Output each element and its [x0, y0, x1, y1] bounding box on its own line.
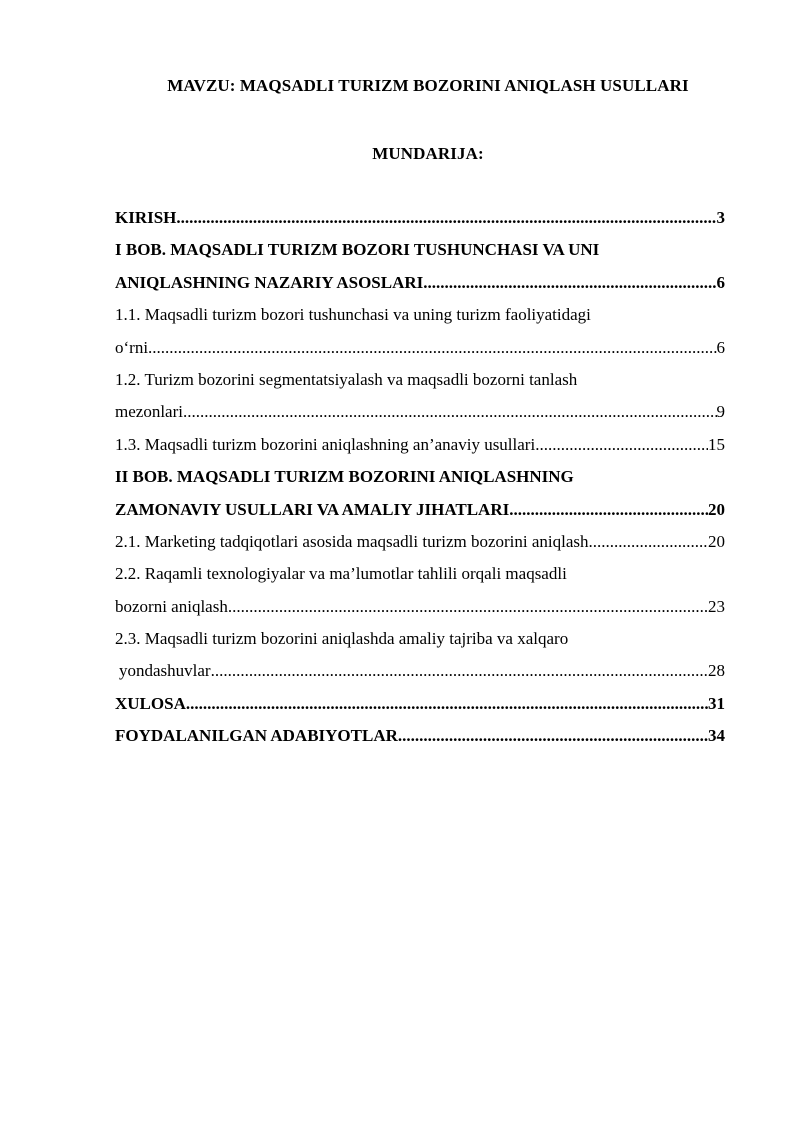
toc-page-number: 3	[716, 208, 725, 227]
toc-entry-text: bozorni aniqlash	[115, 596, 228, 616]
toc-entry-text: 1.2. Turizm bozorini segmentatsiyalash va maqsadli bozorni tanlash	[115, 369, 578, 389]
toc-entry	[115, 626, 725, 658]
toc-entry	[115, 658, 725, 690]
toc-entry-text: ANIQLASHNING NAZARIY ASOSLARI	[115, 272, 424, 292]
toc-entry	[115, 691, 725, 723]
toc-entry-text: I BOB. MAQSADLI TURIZM BOZORI TUSHUNCHASI VA UNI	[115, 240, 600, 260]
toc-entry-text: 1.3. Maqsadli turizm bozorini aniqlashning an’anaviy usullari	[115, 434, 536, 454]
toc-leader-dots	[186, 691, 708, 717]
toc-entry	[115, 399, 725, 431]
toc-leader-dots	[398, 723, 708, 749]
toc-entry	[115, 529, 725, 561]
toc-entry	[115, 432, 725, 464]
toc-entry	[115, 205, 725, 237]
toc-page-number: 34	[708, 726, 725, 746]
toc-entry-text: II BOB. MAQSADLI TURIZM BOZORINI ANIQLASHNING	[115, 467, 574, 487]
toc-page-number: 15	[708, 434, 725, 454]
toc-page-number: 9	[716, 402, 725, 422]
toc-leader-dots	[148, 335, 716, 361]
toc-entry-text: XULOSA	[115, 693, 186, 713]
toc-entry-text: mezonlari	[115, 402, 183, 422]
toc-entry	[115, 723, 725, 755]
toc-entry-text: 1.1. Maqsadli turizm bozori tushunchasi va uning turizm faoliyatidagi	[115, 305, 591, 325]
document-title: MAVZU: MAQSADLI TURIZM BOZORINI ANIQLASH USULLARI	[167, 76, 689, 95]
toc-entry-text: yondashuvlar	[119, 661, 211, 681]
toc-leader-dots	[423, 270, 716, 296]
toc-page-number: 20	[708, 531, 725, 551]
table-of-contents	[115, 205, 725, 756]
toc-heading: MUNDARIJA:	[372, 144, 484, 163]
toc-leader-dots	[183, 399, 717, 425]
toc-entry-text: FOYDALANILGAN ADABIYOTLAR	[115, 726, 398, 746]
toc-entry	[115, 367, 725, 399]
toc-leader-dots	[509, 497, 708, 523]
toc-leader-dots	[228, 594, 708, 620]
toc-entry-text: ZAMONAVIY USULLARI VA AMALIY JIHATLARI	[115, 499, 510, 519]
toc-page-number: 6	[716, 272, 725, 292]
toc-entry	[115, 464, 725, 496]
toc-entry-text: 2.3. Maqsadli turizm bozorini aniqlashda amaliy tajriba va xalqaro	[115, 629, 569, 649]
toc-leader-dots	[589, 529, 708, 555]
toc-entry	[115, 270, 725, 302]
toc-entry	[115, 335, 725, 367]
toc-entry-text: KIRISH	[115, 208, 177, 227]
toc-leader-dots	[211, 658, 708, 684]
toc-leader-dots	[176, 205, 716, 231]
toc-entry	[115, 237, 725, 269]
toc-entry-text: 2.1. Marketing tadqiqotlari asosida maqsadli turizm bozorini aniqlash	[115, 531, 589, 551]
toc-entry	[115, 302, 725, 334]
toc-page-number: 23	[708, 596, 725, 616]
toc-entry-text: o‘rni	[115, 337, 149, 357]
toc-page-number: 31	[708, 693, 725, 713]
toc-page-number: 6	[716, 337, 725, 357]
toc-entry	[115, 497, 725, 529]
toc-entry	[115, 594, 725, 626]
toc-leader-dots	[535, 432, 708, 458]
toc-page-number: 28	[708, 661, 725, 681]
toc-entry-text: 2.2. Raqamli texnologiyalar va ma’lumotlar tahlili orqali maqsadli	[115, 564, 567, 584]
toc-entry	[115, 561, 725, 593]
toc-page-number: 20	[708, 499, 725, 519]
